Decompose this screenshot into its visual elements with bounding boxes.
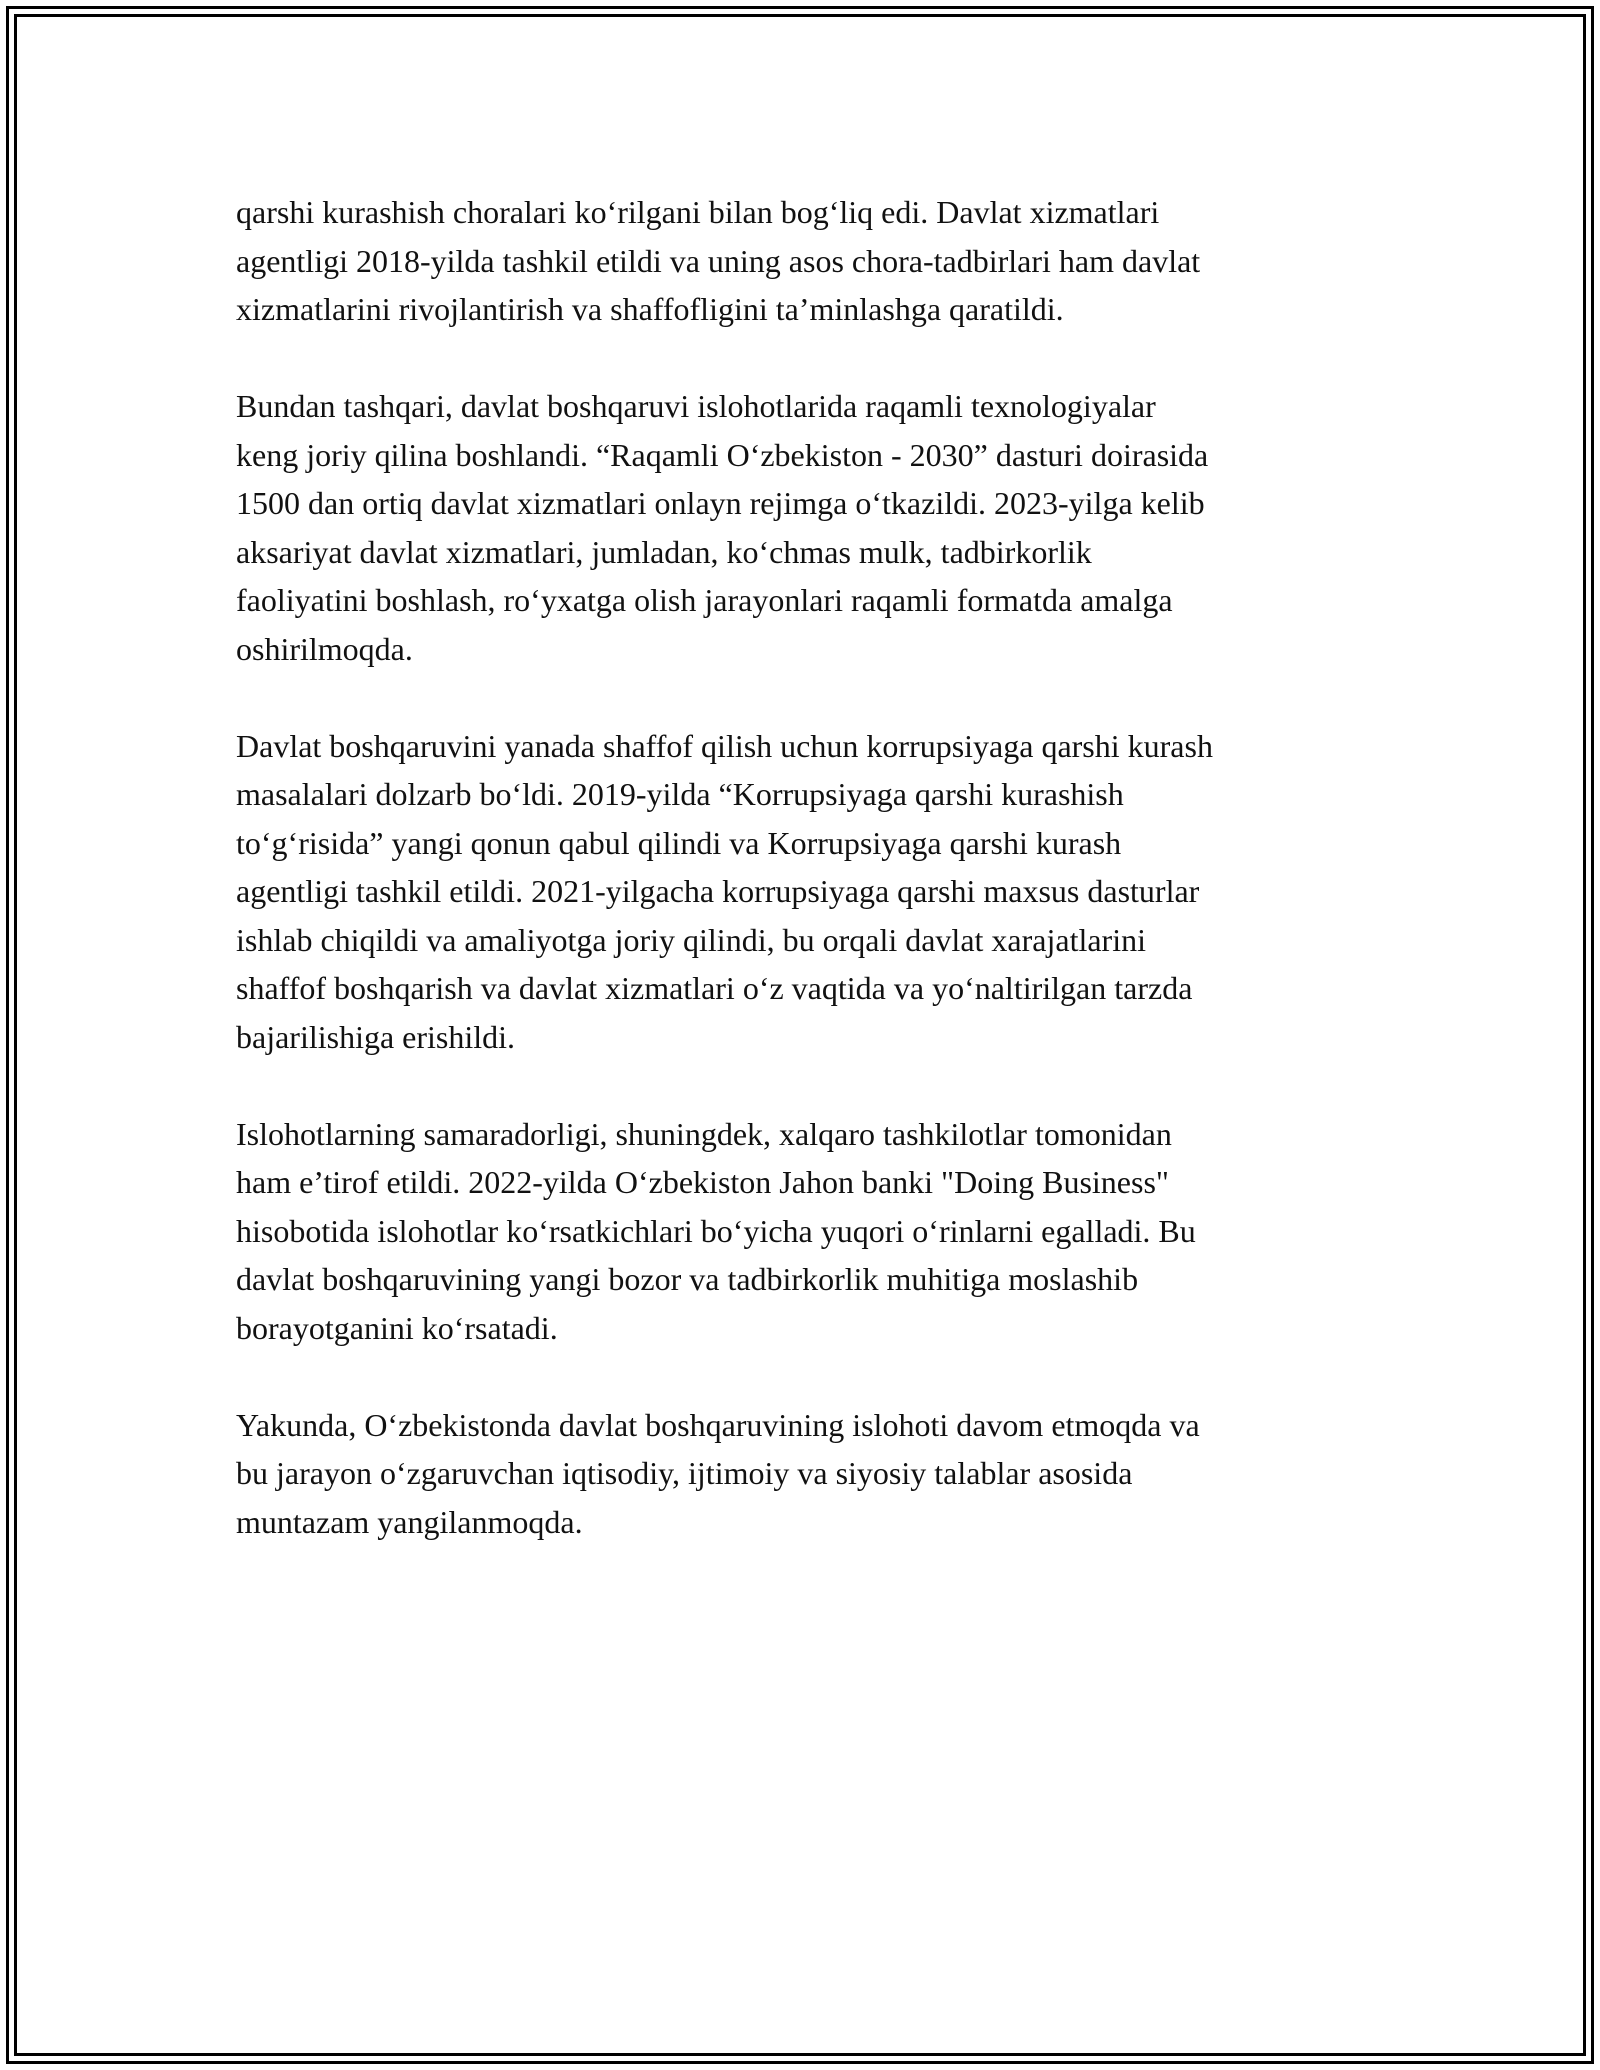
paragraph-1: qarshi kurashish choralari ko‘rilgani bilan bog‘liq edi. Davlat xizmatlari agentligi 2018-yilda tashkil etildi va uning asos chora-tadbirlari ham davlat xizmatlarini rivojlantirish va shaffofligini ta’minlashga qaratildi.: [236, 194, 1201, 327]
document-body: [236, 188, 1376, 1595]
paragraph-2: Bundan tashqari, davlat boshqaruvi islohotlarida raqamli texnologiyalar keng joriy qilina boshlandi. “Raqamli O‘zbekiston - 2030” dasturi doirasida 1500 dan ortiq davlat xizmatlari onlayn rejimga o‘tkazildi. 2023-yilga kelib aksariyat davlat xizmatlari, jumladan, ko‘chmas mulk, tadbirkorlik faoliyatini boshlash, ro‘yxatga olish jarayonlari raqamli formatda amalga oshirilmoqda.: [236, 388, 1209, 667]
paragraph-5: Yakunda, O‘zbekistonda davlat boshqaruvining islohoti davom etmoqda va bu jarayon o‘zgaruvchan iqtisodiy, ijtimoiy va siyosiy talablar asosida muntazam yangilanmoqda.: [236, 1406, 1200, 1540]
paragraph-3: Davlat boshqaruvini yanada shaffof qilish uchun korrupsiyaga qarshi kurash masalalari dolzarb bo‘ldi. 2019-yilda “Korrupsiyaga qarshi kurashish to‘g‘risida” yangi qonun qabul qilindi va Korrupsiyaga qarshi kurash agentligi tashkil etildi. 2021-yilgacha korrupsiyaga qarshi maxsus dasturlar ishlab chiqildi va amaliyotga joriy qilindi, bu orqali davlat xarajatlarini shaffof boshqarish va davlat xizmatlari o‘z vaqtida va yo‘naltirilgan tarzda bajarilishiga erishildi.: [236, 727, 1213, 1055]
paragraph-4: Islohotlarning samaradorligi, shuningdek, xalqaro tashkilotlar tomonidan ham e’tirof etildi. 2022-yilda O‘zbekiston Jahon banki "Doing Business" hisobotida islohotlar ko‘rsatkichlari bo‘yicha yuqori o‘rinlarni egalladi. Bu davlat boshqaruvining yangi bozor va tadbirkorlik muhitiga moslashib borayotganini ko‘rsatadi.: [236, 1115, 1196, 1346]
